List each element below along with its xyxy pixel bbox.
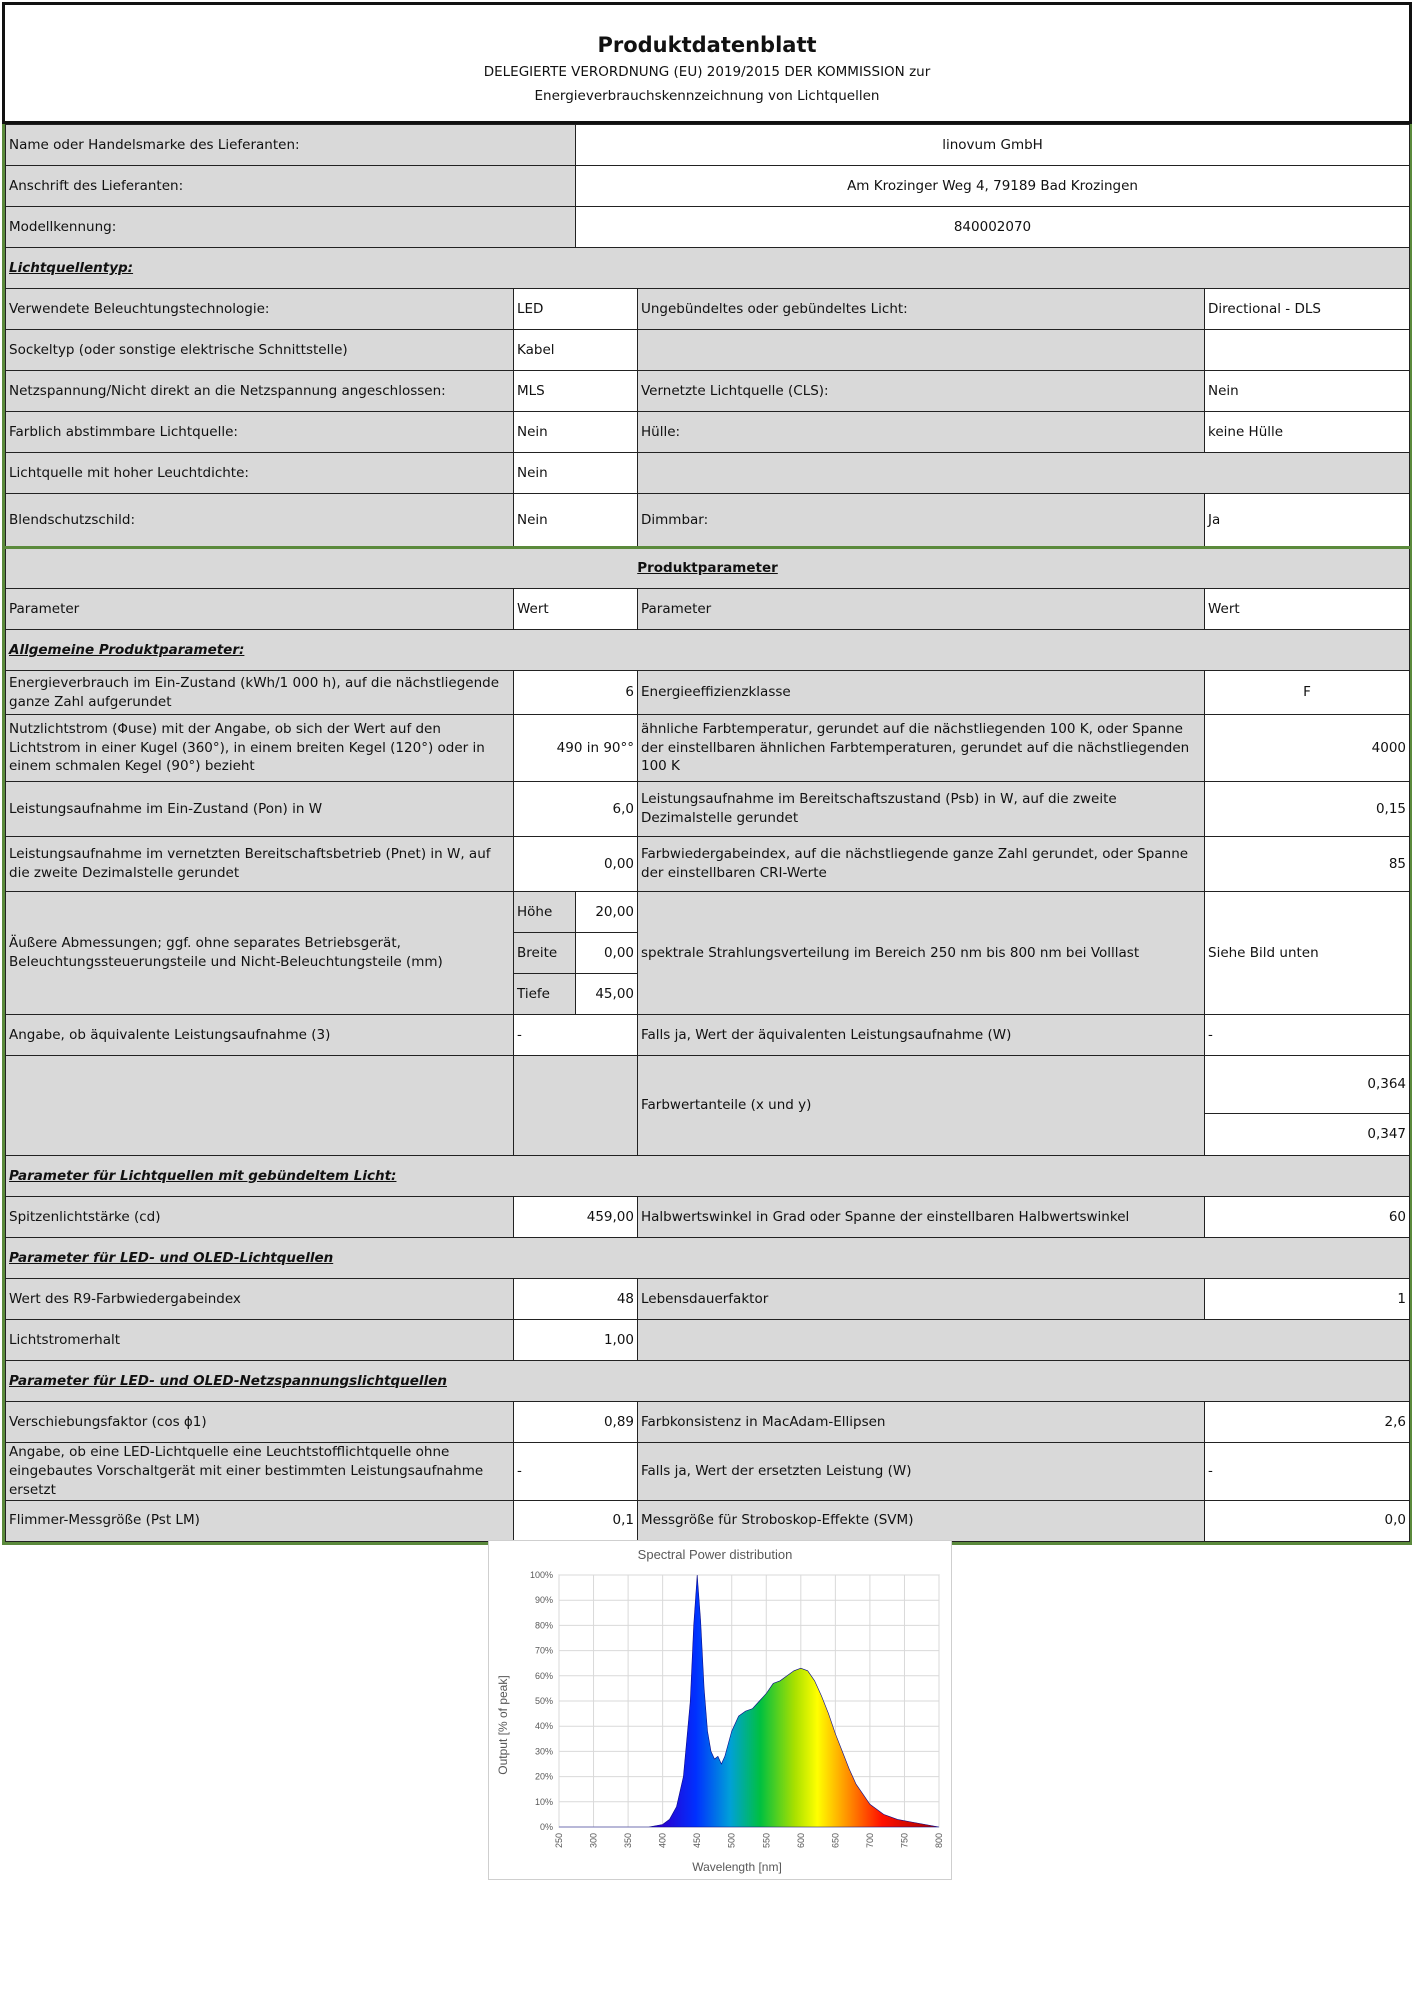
section-heading: Allgemeine Produktparameter: [6,630,1410,671]
energy-class-label: Energieeffizienzklasse [638,671,1205,715]
datasheet-body [2,124,1412,1545]
x-tick-label: 800 [934,1833,944,1849]
flux-label: Nutzlichtstrom (Φuse) mit der Angabe, ob sich der Wert auf den Lichtstrom in einer Kugel (360°), in einem breiten Kegel (120°) oder in einem schmalen Kegel (90°) bezieht [6,715,514,782]
energy-value: 6 [514,671,638,715]
datasheet [2,2,1412,1545]
empty-cell [514,1056,638,1156]
x-tick-label: 500 [726,1833,737,1849]
spectral-chart [488,1540,952,1880]
spd-value: Siehe Bild unten [1205,892,1410,1015]
equiv-w-label: Falls ja, Wert der äquivalenten Leistungsaufnahme (W) [638,1015,1205,1056]
height-value: 20,00 [576,892,638,933]
chromaticity-y-value: 0,347 [1205,1114,1410,1156]
depth-value: 45,00 [576,974,638,1015]
power-factor-label: Verschiebungsfaktor (cos ϕ1) [6,1402,514,1443]
y-tick-label: 20% [534,1771,553,1782]
high-luminance-label: Lichtquelle mit hoher Leuchtdichte: [6,453,514,494]
equiv-value: - [514,1015,638,1056]
power-factor-value: 0,89 [514,1402,638,1443]
lumen-maintenance-label: Lichtstromerhalt [6,1320,514,1361]
shield-label: Blendschutzschild: [6,494,514,548]
pnet-label: Leistungsaufnahme im vernetzten Bereitschaftsbetrieb (Pnet) in W, auf die zweite Dezimalstelle gerundet [6,837,514,892]
y-tick-label: 80% [534,1620,553,1631]
peak-intensity-value: 459,00 [514,1197,638,1238]
x-tick-label: 550 [761,1833,772,1849]
y-tick-label: 50% [534,1696,553,1706]
high-luminance-value: Nein [514,453,638,494]
empty-cell [638,1320,1410,1361]
column-header-parameter: Parameter [638,589,1205,630]
empty-cell [6,1056,514,1156]
chromaticity-label: Farbwertanteile (x und y) [638,1056,1205,1156]
cct-label: ähnliche Farbtemperatur, gerundet auf die nächstliegenden 100 K, oder Spanne der einstellbaren ähnlichen Farbtemperaturen, gerundet auf die nächstliegenden 100 K [638,715,1205,782]
y-tick-label: 60% [534,1670,553,1681]
dimmable-value: Ja [1205,494,1410,548]
socket-label: Sockeltyp (oder sonstige elektrische Schnittstelle) [6,330,514,371]
width-label: Breite [514,933,576,974]
section-heading: Parameter für Lichtquellen mit gebündeltem Licht: [6,1156,1410,1197]
directional-value: Directional - DLS [1205,289,1410,330]
flicker-label: Flimmer-Messgröße (Pst LM) [6,1500,514,1541]
dimmable-label: Dimmbar: [638,494,1205,548]
x-tick-label: 700 [864,1833,875,1849]
column-header-value: Wert [1205,589,1410,630]
chart-title: Spectral Power distribution [637,1547,793,1562]
section-heading: Lichtquellentyp: [6,248,1410,289]
x-tick-label: 250 [554,1833,564,1849]
column-header-parameter: Parameter [6,589,514,630]
y-tick-label: 90% [534,1595,553,1606]
replacement-label: Angabe, ob eine LED-Lichtquelle eine Leuchtstofflichtquelle ohne eingebautes Vorschaltgerät mit einer bestimmten Leistungsaufnahme ersetzt [6,1443,514,1501]
column-header-value: Wert [514,589,638,630]
regulation-line: DELEGIERTE VERORDNUNG (EU) 2019/2015 DER KOMMISSION zur [483,64,931,80]
r9-value: 48 [514,1279,638,1320]
cls-value: Nein [1205,371,1410,412]
psb-value: 0,15 [1205,782,1410,837]
x-tick-label: 750 [899,1833,910,1849]
flux-value: 490 in 90°° [514,715,638,782]
regulation-line-2: Energieverbrauchskennzeichnung von Lichtquellen [534,88,880,104]
tunable-value: Nein [514,412,638,453]
y-tick-label: 0% [539,1822,553,1832]
directional-label: Ungebündeltes oder gebündeltes Licht: [638,289,1205,330]
energy-label: Energieverbrauch im Ein-Zustand (kWh/1 000 h), auf die nächstliegende ganze Zahl aufgerundet [6,671,514,715]
depth-label: Tiefe [514,974,576,1015]
replacement-w-label: Falls ja, Wert der ersetzten Leistung (W) [638,1443,1205,1501]
x-tick-label: 600 [795,1833,806,1849]
macadam-label: Farbkonsistenz in MacAdam-Ellipsen [638,1402,1205,1443]
tech-value: LED [514,289,638,330]
width-value: 0,00 [576,933,638,974]
envelope-label: Hülle: [638,412,1205,453]
shield-value: Nein [514,494,638,548]
x-tick-label: 450 [692,1833,703,1849]
section-heading: Parameter für LED- und OLED-Netzspannungslichtquellen [6,1361,1410,1402]
socket-value: Kabel [514,330,638,371]
height-label: Höhe [514,892,576,933]
replacement-value: - [514,1443,638,1501]
dimensions-cell [6,892,514,1015]
y-tick-label: 30% [534,1746,553,1757]
equiv-w-value: - [1205,1015,1410,1056]
x-axis-label: Wavelength [nm] [692,1860,782,1874]
empty-cell [638,453,1410,494]
x-tick-label: 300 [588,1833,599,1849]
spectral-chart-svg [489,1541,951,1879]
x-tick-label: 350 [623,1833,634,1849]
supplier-address-value: Am Krozinger Weg 4, 79189 Bad Krozingen [576,166,1410,207]
title-box [2,2,1412,124]
svm-value: 0,0 [1205,1500,1410,1541]
y-axis-label: Output [% of peak] [496,1675,510,1775]
flicker-value: 0,1 [514,1500,638,1541]
pon-value: 6,0 [514,782,638,837]
tech-label: Verwendete Beleuchtungstechnologie: [6,289,514,330]
supplier-name-label: Name oder Handelsmarke des Lieferanten: [6,125,576,166]
lumen-maintenance-value: 1,00 [514,1320,638,1361]
model-label: Modellkennung: [6,207,576,248]
mains-label: Netzspannung/Nicht direkt an die Netzspannung angeschlossen: [6,371,514,412]
chromaticity-x-value: 0,364 [1205,1056,1410,1114]
mains-value: MLS [514,371,638,412]
svm-label: Messgröße für Stroboskop-Effekte (SVM) [638,1500,1205,1541]
supplier-address-label: Anschrift des Lieferanten: [6,166,576,207]
datasheet-table [5,124,1410,1542]
macadam-value: 2,6 [1205,1402,1410,1443]
equiv-label: Angabe, ob äquivalente Leistungsaufnahme (3) [6,1015,514,1056]
supplier-name-value: linovum GmbH [576,125,1410,166]
y-tick-label: 100% [529,1570,553,1580]
peak-intensity-label: Spitzenlichtstärke (cd) [6,1197,514,1238]
r9-label: Wert des R9-Farbwiedergabeindex [6,1279,514,1320]
y-tick-label: 70% [534,1645,553,1656]
page-title: Produktdatenblatt [597,33,817,57]
pnet-value: 0,00 [514,837,638,892]
energy-class-value: F [1205,671,1410,715]
model-value: 840002070 [576,207,1410,248]
beam-angle-value: 60 [1205,1197,1410,1238]
cri-label: Farbwiedergabeindex, auf die nächstliegende ganze Zahl gerundet, oder Spanne der einstellbaren CRI-Werte [638,837,1205,892]
beam-angle-label: Halbwertswinkel in Grad oder Spanne der einstellbaren Halbwertswinkel [638,1197,1205,1238]
lifetime-label: Lebensdauerfaktor [638,1279,1205,1320]
cri-value: 85 [1205,837,1410,892]
tunable-label: Farblich abstimmbare Lichtquelle: [6,412,514,453]
x-tick-label: 400 [657,1833,668,1849]
product-parameters-heading: Produktparameter [6,548,1410,589]
cct-value: 4000 [1205,715,1410,782]
envelope-value: keine Hülle [1205,412,1410,453]
y-tick-label: 40% [534,1721,553,1732]
x-tick-label: 650 [830,1833,841,1849]
replacement-w-value: - [1205,1443,1410,1501]
empty-cell [1205,330,1410,371]
psb-label: Leistungsaufnahme im Bereitschaftszustand (Psb) in W, auf die zweite Dezimalstelle gerundet [638,782,1205,837]
empty-cell [638,330,1205,371]
spd-label: spektrale Strahlungsverteilung im Bereich 250 nm bis 800 nm bei Volllast [638,892,1205,1015]
dimensions-label: Äußere Abmessungen; ggf. ohne separates Betriebsgerät, Beleuchtungssteuerungsteile und Nicht-Beleuchtungsteile (mm) [9,935,443,970]
lifetime-value: 1 [1205,1279,1410,1320]
section-heading: Parameter für LED- und OLED-Lichtquellen [6,1238,1410,1279]
cls-label: Vernetzte Lichtquelle (CLS): [638,371,1205,412]
y-tick-label: 10% [534,1796,553,1807]
pon-label: Leistungsaufnahme im Ein-Zustand (Pon) in W [6,782,514,837]
